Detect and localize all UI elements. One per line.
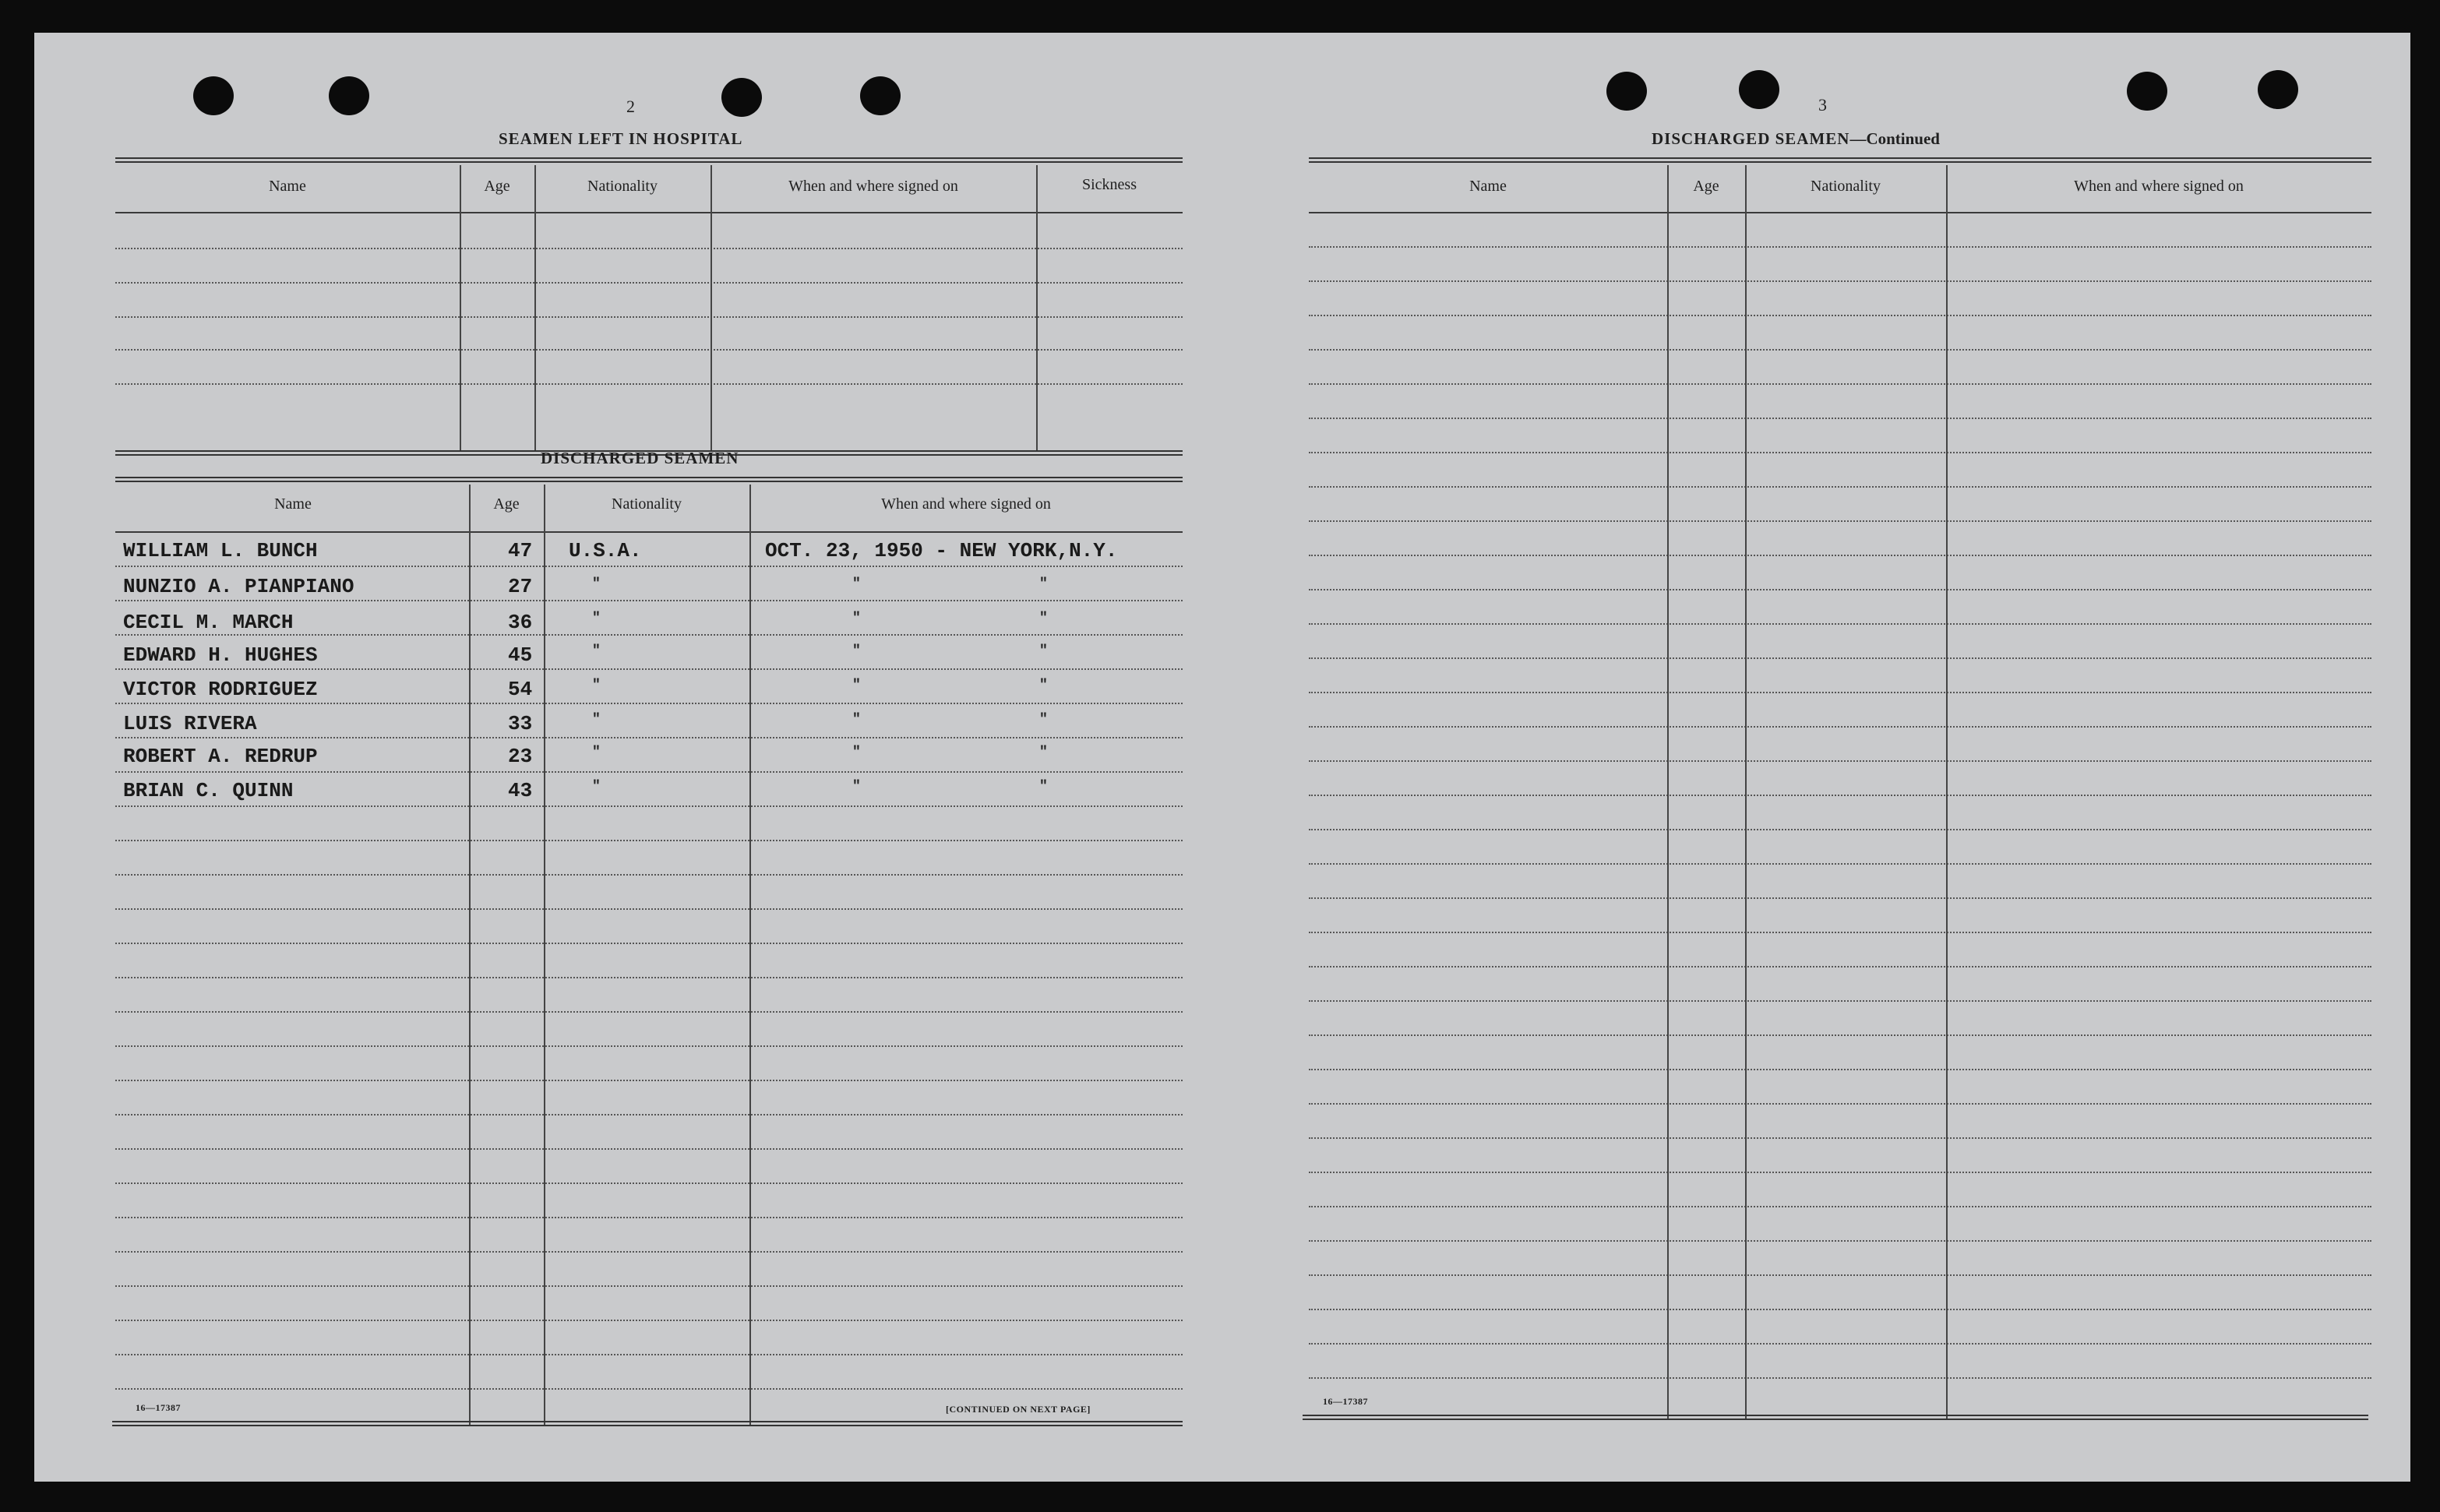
ditto-mark: " bbox=[852, 678, 861, 693]
title-suffix: —Continued bbox=[1849, 129, 1940, 148]
ditto-mark: " bbox=[592, 678, 601, 693]
ditto-mark: " bbox=[852, 745, 861, 760]
ditto-mark: " bbox=[592, 745, 601, 760]
ditto-mark: " bbox=[592, 611, 601, 626]
ruled-line bbox=[1309, 555, 2371, 556]
discharged-col-name: Name bbox=[274, 495, 312, 513]
ruled-line bbox=[1309, 1103, 2371, 1105]
ruled-line bbox=[115, 349, 1183, 351]
hospital-col-sickness: Sickness bbox=[1082, 176, 1137, 193]
ruled-line bbox=[1309, 1206, 2371, 1207]
ruled-line bbox=[115, 1011, 1183, 1013]
ruled-line bbox=[1309, 246, 2371, 248]
continued-col-signed-on: When and where signed on bbox=[2074, 178, 2244, 195]
ruled-line bbox=[115, 600, 1183, 601]
ruled-line bbox=[115, 1148, 1183, 1150]
discharged-col-signed-on: When and where signed on bbox=[881, 495, 1051, 513]
ruled-line bbox=[1309, 863, 2371, 865]
discharged-col-nationality: Nationality bbox=[612, 495, 682, 513]
ruled-line bbox=[1309, 1240, 2371, 1242]
ruled-line bbox=[115, 1251, 1183, 1253]
ruled-line bbox=[1309, 623, 2371, 625]
ruled-line bbox=[115, 634, 1183, 636]
ruled-line bbox=[1309, 315, 2371, 316]
punch-hole bbox=[1739, 70, 1779, 109]
punch-hole bbox=[1606, 72, 1647, 111]
ruled-line bbox=[115, 1045, 1183, 1047]
ruled-line bbox=[115, 668, 1183, 670]
seaman-age: 47 bbox=[508, 539, 533, 562]
punch-hole bbox=[860, 76, 901, 115]
ruled-line bbox=[1309, 932, 2371, 933]
hospital-col-age: Age bbox=[484, 178, 510, 195]
column-rule bbox=[534, 165, 536, 452]
ruled-line bbox=[115, 805, 1183, 807]
ruled-line bbox=[115, 703, 1183, 704]
form-number: 16—17387 bbox=[136, 1402, 181, 1413]
ruled-line bbox=[1309, 897, 2371, 899]
ditto-mark: " bbox=[1039, 745, 1048, 760]
ditto-mark: " bbox=[592, 712, 601, 728]
header-rule bbox=[1309, 212, 2371, 213]
ditto-mark: " bbox=[592, 643, 601, 659]
seaman-age: 43 bbox=[508, 779, 533, 802]
seaman-name: WILLIAM L. BUNCH bbox=[123, 539, 318, 562]
column-rule bbox=[460, 165, 461, 452]
ruled-line bbox=[1309, 1172, 2371, 1173]
hospital-col-name: Name bbox=[269, 178, 306, 195]
discharged-col-age: Age bbox=[493, 495, 520, 513]
ruled-line bbox=[1309, 452, 2371, 453]
ruled-line bbox=[1309, 1309, 2371, 1310]
rule-double bbox=[112, 1421, 1183, 1426]
ruled-line bbox=[1309, 829, 2371, 830]
title-main: DISCHARGED SEAMEN bbox=[1652, 129, 1850, 148]
ruled-line bbox=[115, 1182, 1183, 1184]
document-sheet bbox=[34, 33, 2410, 1482]
ruled-line bbox=[1309, 1343, 2371, 1345]
ruled-line bbox=[1309, 1000, 2371, 1002]
page-number: 2 bbox=[626, 97, 635, 116]
ruled-line bbox=[115, 1388, 1183, 1390]
ruled-line bbox=[1309, 1034, 2371, 1036]
ruled-line bbox=[1309, 1274, 2371, 1276]
column-rule bbox=[1745, 165, 1747, 1419]
ruled-line bbox=[115, 874, 1183, 876]
ditto-mark: " bbox=[852, 779, 861, 795]
ruled-line bbox=[115, 316, 1183, 318]
seaman-name: BRIAN C. QUINN bbox=[123, 779, 294, 802]
seaman-name: ROBERT A. REDRUP bbox=[123, 745, 318, 768]
ruled-line bbox=[115, 1320, 1183, 1321]
page-number: 3 bbox=[1818, 95, 1827, 115]
discharged-continued-title bbox=[1652, 129, 1940, 149]
rule-double bbox=[115, 157, 1183, 163]
ruled-line bbox=[1309, 1137, 2371, 1139]
ruled-line bbox=[115, 1217, 1183, 1218]
ruled-line bbox=[115, 1080, 1183, 1081]
ditto-mark: " bbox=[1039, 576, 1048, 592]
hospital-col-signed-on: When and where signed on bbox=[788, 178, 958, 195]
punch-hole bbox=[329, 76, 369, 115]
punch-hole bbox=[721, 78, 762, 117]
seaman-name: NUNZIO A. PIANPIANO bbox=[123, 575, 354, 598]
continued-col-nationality: Nationality bbox=[1811, 178, 1881, 195]
hospital-section-title: SEAMEN LEFT IN HOSPITAL bbox=[499, 129, 743, 148]
punch-hole bbox=[193, 76, 234, 115]
ruled-line bbox=[1309, 966, 2371, 967]
ruled-line bbox=[1309, 589, 2371, 590]
seaman-age: 27 bbox=[508, 575, 533, 598]
ruled-line bbox=[1309, 692, 2371, 693]
ruled-line bbox=[1309, 1377, 2371, 1379]
column-rule bbox=[749, 485, 751, 1426]
rule-double bbox=[115, 477, 1183, 482]
ditto-mark: " bbox=[592, 576, 601, 592]
ditto-mark: " bbox=[1039, 643, 1048, 659]
seaman-age: 33 bbox=[508, 712, 533, 735]
ruled-line bbox=[115, 1354, 1183, 1355]
column-rule bbox=[544, 485, 545, 1426]
header-rule bbox=[115, 531, 1183, 533]
form-number: 16—17387 bbox=[1323, 1396, 1368, 1407]
ruled-line bbox=[1309, 657, 2371, 659]
ditto-mark: " bbox=[852, 611, 861, 626]
ruled-line bbox=[1309, 795, 2371, 796]
ruled-line bbox=[1309, 280, 2371, 282]
ditto-mark: " bbox=[852, 576, 861, 592]
ruled-line bbox=[115, 383, 1183, 385]
seaman-age: 45 bbox=[508, 643, 533, 667]
ruled-line bbox=[1309, 418, 2371, 419]
seaman-age: 54 bbox=[508, 678, 533, 701]
ditto-mark: " bbox=[852, 643, 861, 659]
ditto-mark: " bbox=[1039, 712, 1048, 728]
ruled-line bbox=[115, 840, 1183, 841]
seaman-name: CECIL M. MARCH bbox=[123, 611, 294, 634]
continued-note: [CONTINUED ON NEXT PAGE] bbox=[946, 1404, 1091, 1415]
punch-hole bbox=[2258, 70, 2298, 109]
ruled-line bbox=[1309, 760, 2371, 762]
column-rule bbox=[1946, 165, 1948, 1419]
hospital-col-nationality: Nationality bbox=[587, 178, 658, 195]
header-rule bbox=[115, 212, 1183, 213]
column-rule bbox=[1036, 165, 1038, 452]
seaman-age: 36 bbox=[508, 611, 533, 634]
column-rule bbox=[469, 485, 471, 1426]
ditto-mark: " bbox=[592, 779, 601, 795]
ruled-line bbox=[115, 566, 1183, 567]
seaman-name: EDWARD H. HUGHES bbox=[123, 643, 318, 667]
seaman-age: 23 bbox=[508, 745, 533, 768]
rule-double bbox=[1303, 1415, 2368, 1420]
ruled-line bbox=[115, 737, 1183, 738]
seaman-name: LUIS RIVERA bbox=[123, 712, 257, 735]
ruled-line bbox=[1309, 520, 2371, 522]
ditto-mark: " bbox=[852, 712, 861, 728]
ruled-line bbox=[1309, 383, 2371, 385]
ditto-mark: " bbox=[1039, 678, 1048, 693]
seaman-nationality: U.S.A. bbox=[569, 539, 642, 562]
ruled-line bbox=[1309, 486, 2371, 488]
ruled-line bbox=[115, 1114, 1183, 1115]
ruled-line bbox=[115, 248, 1183, 249]
ruled-line bbox=[1309, 1069, 2371, 1070]
ruled-line bbox=[115, 771, 1183, 773]
seaman-name: VICTOR RODRIGUEZ bbox=[123, 678, 318, 701]
column-rule bbox=[1667, 165, 1669, 1419]
ruled-line bbox=[115, 282, 1183, 284]
punch-hole bbox=[2127, 72, 2167, 111]
discharged-section-title: DISCHARGED SEAMEN bbox=[541, 449, 739, 467]
ruled-line bbox=[115, 908, 1183, 910]
ditto-mark: " bbox=[1039, 611, 1048, 626]
ruled-line bbox=[115, 943, 1183, 944]
column-rule bbox=[710, 165, 712, 452]
continued-col-name: Name bbox=[1469, 178, 1507, 195]
ruled-line bbox=[1309, 349, 2371, 351]
rule-double bbox=[1309, 157, 2371, 163]
ruled-line bbox=[115, 1285, 1183, 1287]
ruled-line bbox=[1309, 726, 2371, 728]
seaman-signed-on: OCT. 23, 1950 - NEW YORK,N.Y. bbox=[765, 539, 1118, 562]
ruled-line bbox=[115, 977, 1183, 978]
ditto-mark: " bbox=[1039, 779, 1048, 795]
continued-col-age: Age bbox=[1693, 178, 1719, 195]
